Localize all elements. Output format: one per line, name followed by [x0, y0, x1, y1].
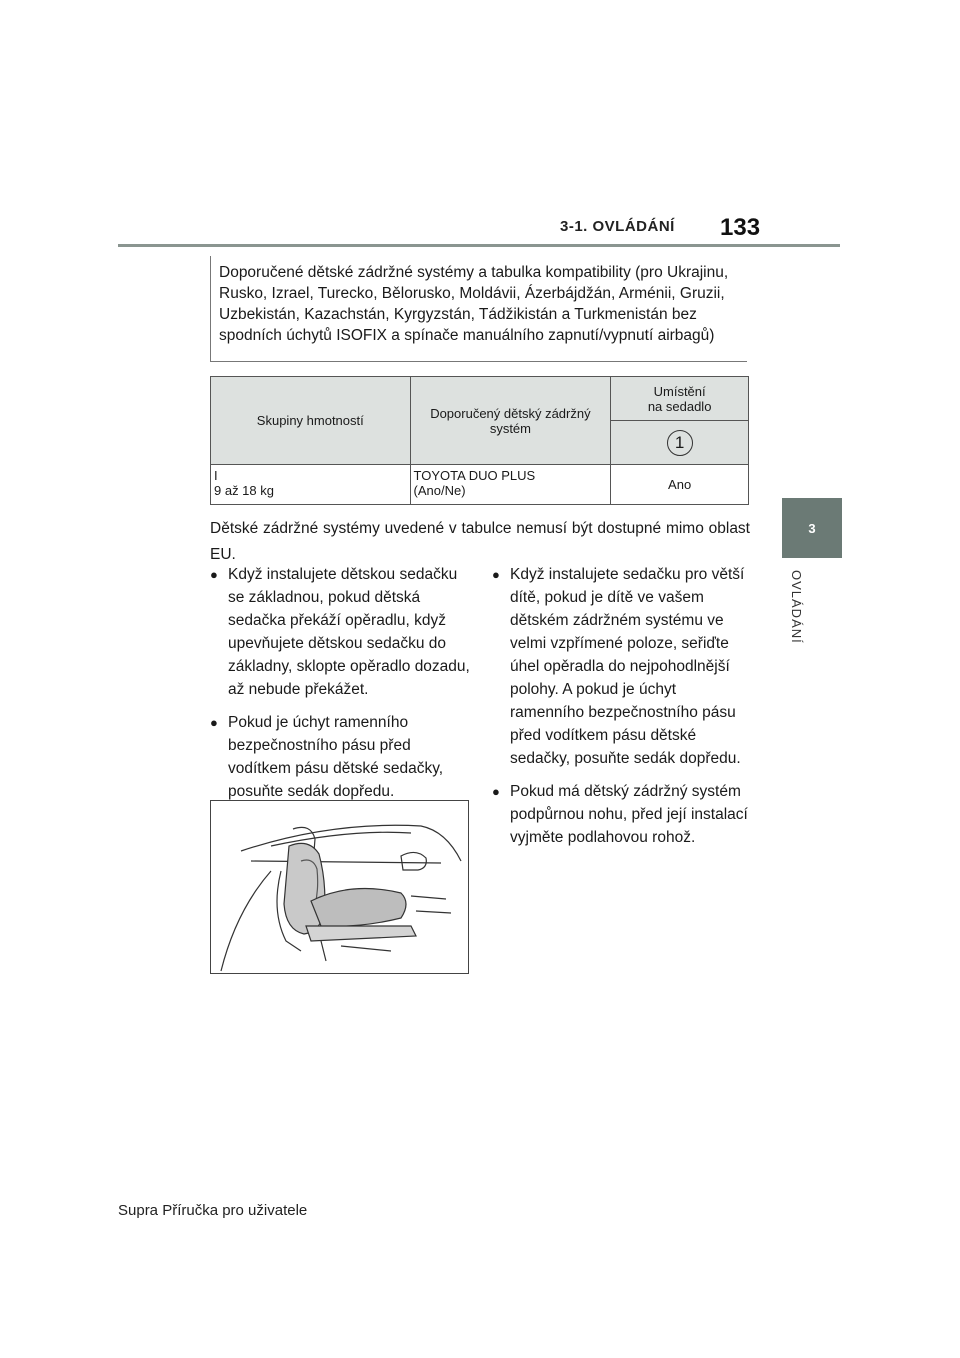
- bullet-list-left: [210, 563, 472, 813]
- intro-box: [210, 256, 747, 362]
- cell-availability: Ano: [611, 465, 749, 505]
- header-recommended-system: Doporučený dětský zádržný systém: [410, 377, 611, 465]
- eu-availability-note: Dětské zádržné systémy uvedené v tabulce nemusí být dostupné mimo oblast EU.: [210, 520, 750, 563]
- footer-manual-title: Supra Příručka pro uživatele: [118, 1202, 308, 1219]
- section-title: 3-1. OVLÁDÁNÍ: [560, 218, 675, 235]
- child-seat-illustration: [210, 800, 469, 974]
- list-item: ● Pokud je úchyt ramenního bezpečnostního pásu před vodítkem pásu dětské sedačky, posuňte sedák dopředu.: [210, 711, 472, 803]
- chapter-number: 3: [808, 520, 816, 536]
- bullet-list-right: [492, 563, 754, 859]
- header-rule: [118, 244, 840, 247]
- list-item: ● Když instalujete dětskou sedačku se základnou, pokud dětská sedačka překáží opěradlu, když upevňujete dětskou sedačku do základny, sklopte opěradlo dozadu, až nebude překážet.: [210, 563, 472, 701]
- cell-recommended-system: TOYOTA DUO PLUS (Ano/Ne): [410, 465, 611, 505]
- chapter-label-text: OVLÁDÁNÍ: [789, 570, 804, 644]
- child-seat-drawing: [211, 801, 468, 973]
- page-number: 133: [720, 214, 761, 241]
- header-seat-number: [611, 421, 749, 465]
- compatibility-table: [210, 376, 749, 505]
- header-seat-position: Umístění na sedadlo: [611, 377, 749, 421]
- list-item: ● Když instalujete sedačku pro větší dítě, pokud je dítě ve vašem dětském zádržném systému ve velmi vzpřímené poloze, seřiďte úhel opěradla do nejpohodlnější polohy. A pokud je úchyt ramenního bezpečnostního pásu před vodítkem pásu dětské sedačky, posuňte sedák dopředu.: [492, 563, 754, 770]
- list-item: ● Pokud má dětský zádržný systém podpůrnou nohu, před její instalací vyjměte podlahovou rohož.: [492, 780, 754, 849]
- chapter-tab[interactable]: [782, 498, 842, 558]
- intro-rule: [211, 361, 747, 362]
- seat-number-marker: 1: [667, 430, 693, 456]
- header-weight-group: Skupiny hmotností: [211, 377, 411, 465]
- intro-text: Doporučené dětské zádržné systémy a tabulka kompatibility (pro Ukrajinu, Rusko, Izrael, Turecko, Bělorusko, Moldávii, Ázerbájdžán, Arménii, Gruzii, Uzbekistán, Kazachstán, Kyrgyzstán, Tádžikistán a Turkmenistán bez spodních úchytů ISOFIX a spínače manuálního zapnutí/vypnutí airbagů): [219, 264, 729, 344]
- chapter-label: [790, 570, 830, 680]
- cell-weight-group: I 9 až 18 kg: [211, 465, 411, 505]
